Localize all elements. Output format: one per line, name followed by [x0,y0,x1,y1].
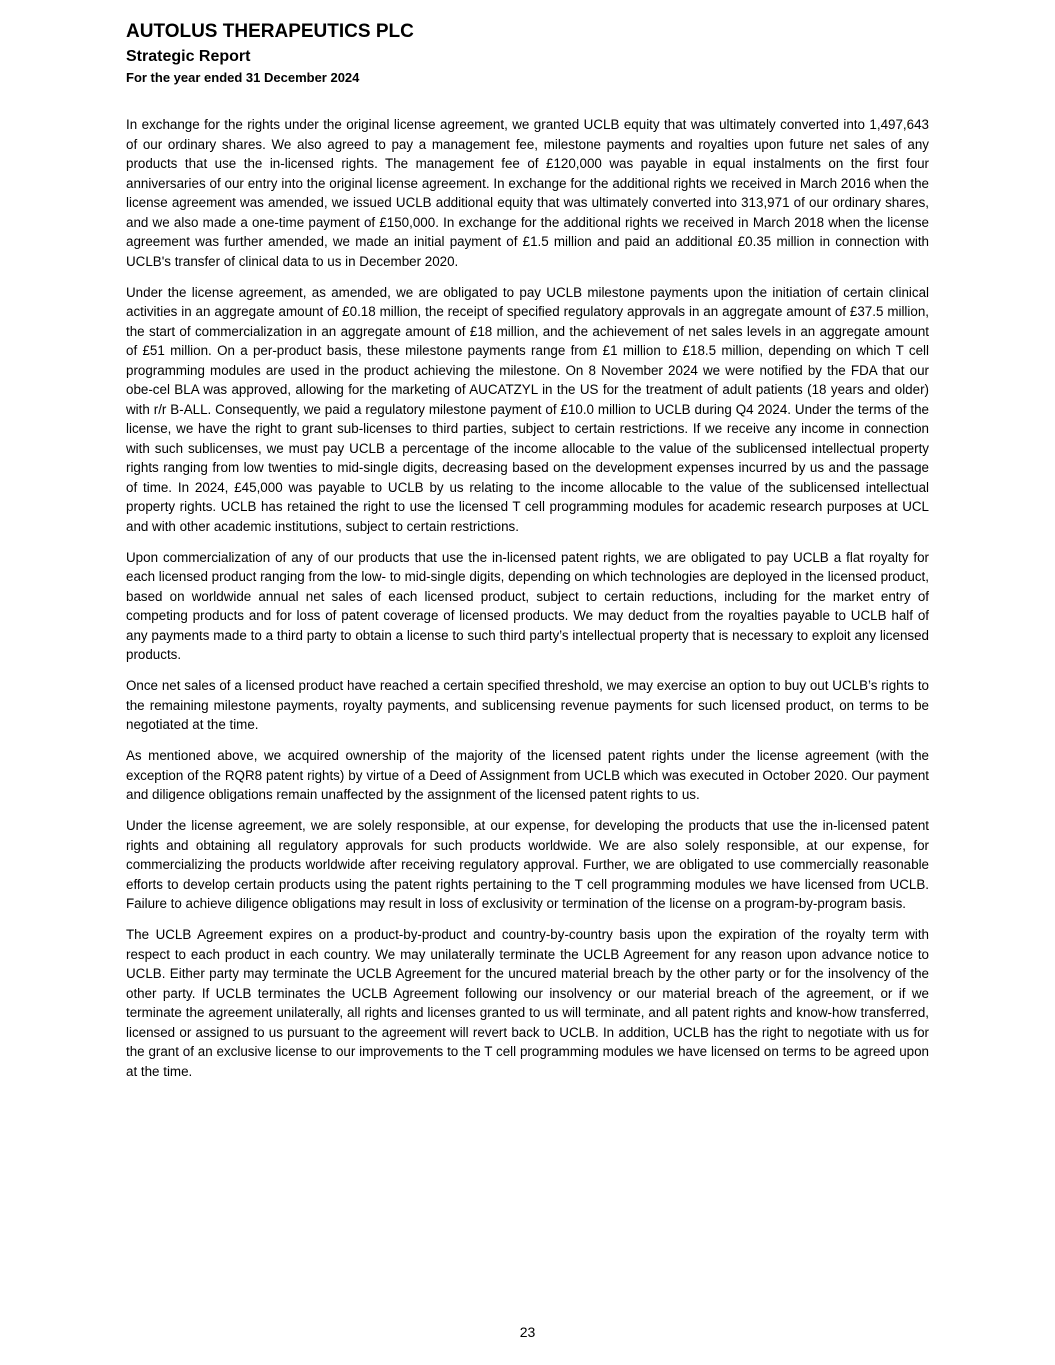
reporting-period: For the year ended 31 December 2024 [126,70,360,85]
paragraph: The UCLB Agreement expires on a product-by-product and country-by-country basis upon the expiration of the royalty term with respect to each product in each country. We may unilaterally terminate the UCLB Agreement for any reason upon advance notice to UCLB. Either party may terminate the UCLB Agreement for the uncured material breach by the other party or for the insolvency of the other party. If UCLB terminates the UCLB Agreement following our insolvency or our material breach of the agreement, or if we terminate the agreement unilaterally, all rights and licenses granted to us will terminate, and all patent rights and know-how transferred, licensed or assigned to us pursuant to the agreement will revert back to UCLB. In addition, UCLB has the right to negotiate with us for the grant of an exclusive license to our improvements to the T cell programming modules we have licensed on terms to be agreed upon at the time. [126,927,929,1079]
paragraph: Under the license agreement, as amended, we are obligated to pay UCLB milestone payments upon the initiation of certain clinical activities in an aggregate amount of £0.18 million, the receipt of specified regulatory approvals in an aggregate amount of £37.5 million, the start of commercialization in an aggregate amount of £18 million, and the achievement of net sales levels in an aggregate amount of £51 million. On a per-product basis, these milestone payments range from £1 million to £18.5 million, depending on which T cell programming modules are used in the product achieving the milestone. On 8 November 2024 we were notified by the FDA that our obe-cel BLA was approved, allowing for the marketing of AUCATZYL in the US for the treatment of adult patients (18 years and older) with r/r B-ALL. Consequently, we paid a regulatory milestone payment of £10.0 million to UCLB during Q4 2024. Under the terms of the license, we have the right to grant sub-licenses to third parties, subject to certain restrictions. If we receive any income in connection with such sublicenses, we must pay UCLB a percentage of the income allocable to the value of the sublicensed intellectual property rights ranging from low twenties to mid-single digits, decreasing based on the development expenses incurred by us and the passage of time. In 2024, £45,000 was payable to UCLB by us relating to the income allocable to the value of the sublicensed intellectual property rights. UCLB has retained the right to use the licensed T cell programming modules for academic research purposes at UCL and with other academic institutions, subject to certain restrictions. [126,284,929,534]
paragraph: Upon commercialization of any of our products that use the in-licensed patent rights, we are obligated to pay UCLB a flat royalty for each licensed product ranging from the low- to mid-single digits, depending on which technologies are deployed in the licensed product, based on worldwide annual net sales of each licensed product, subject to certain reductions, including for the market entry of competing products and for loss of patent coverage of licensed products. We may deduct from the royalties payable to UCLB half of any payments made to a third party to obtain a license to such third party’s intellectual property that is necessary to exploit any licensed products. [126,549,929,662]
document-body [126,115,929,1093]
company-name: AUTOLUS THERAPEUTICS PLC [126,21,414,42]
paragraph: Under the license agreement, we are solely responsible, at our expense, for developing the products that use the in-licensed patent rights and obtaining all regulatory approvals for such products worldwide. We are also solely responsible, at our expense, for commercializing the products worldwide after receiving regulatory approval. Further, we are obligated to use commercially reasonable efforts to develop certain products using the patent rights pertaining to the T cell programming modules we have licensed from UCLB. Failure to achieve diligence obligations may result in loss of exclusivity or termination of the license on a program-by-program basis. [126,818,929,911]
report-title: Strategic Report [126,48,251,65]
page-number: 23 [519,1324,536,1340]
paragraph: As mentioned above, we acquired ownership of the majority of the licensed patent rights under the license agreement (with the exception of the RQR8 patent rights) by virtue of a Deed of Assignment from UCLB which was executed in October 2020. Our payment and diligence obligations remain unaffected by the assignment of the licensed patent rights to us. [126,748,929,802]
page-header [126,20,930,87]
paragraph: Once net sales of a licensed product have reached a certain specified threshold, we may exercise an option to buy out UCLB’s rights to the remaining milestone payments, royalty payments, and sublicensing revenue payments for such licensed product, on terms to be negotiated at the time. [126,678,929,732]
paragraph: In exchange for the rights under the original license agreement, we granted UCLB equity that was ultimately converted into 1,497,643 of our ordinary shares. We also agreed to pay a management fee, milestone payments and royalties upon future net sales of any products that use the in-licensed rights. The management fee of £120,000 was payable in equal instalments on the first four anniversaries of our entry into the original license agreement. In exchange for the additional rights we received in March 2016 when the license agreement was amended, we issued UCLB additional equity that was ultimately converted into 313,971 of our ordinary shares, and we also made a one-time payment of £150,000. In exchange for the additional rights we received in March 2018 when the license agreement was further amended, we made an initial payment of £1.5 million and paid an additional £0.35 million in connection with UCLB's transfer of clinical data to us in December 2020. [126,117,929,269]
